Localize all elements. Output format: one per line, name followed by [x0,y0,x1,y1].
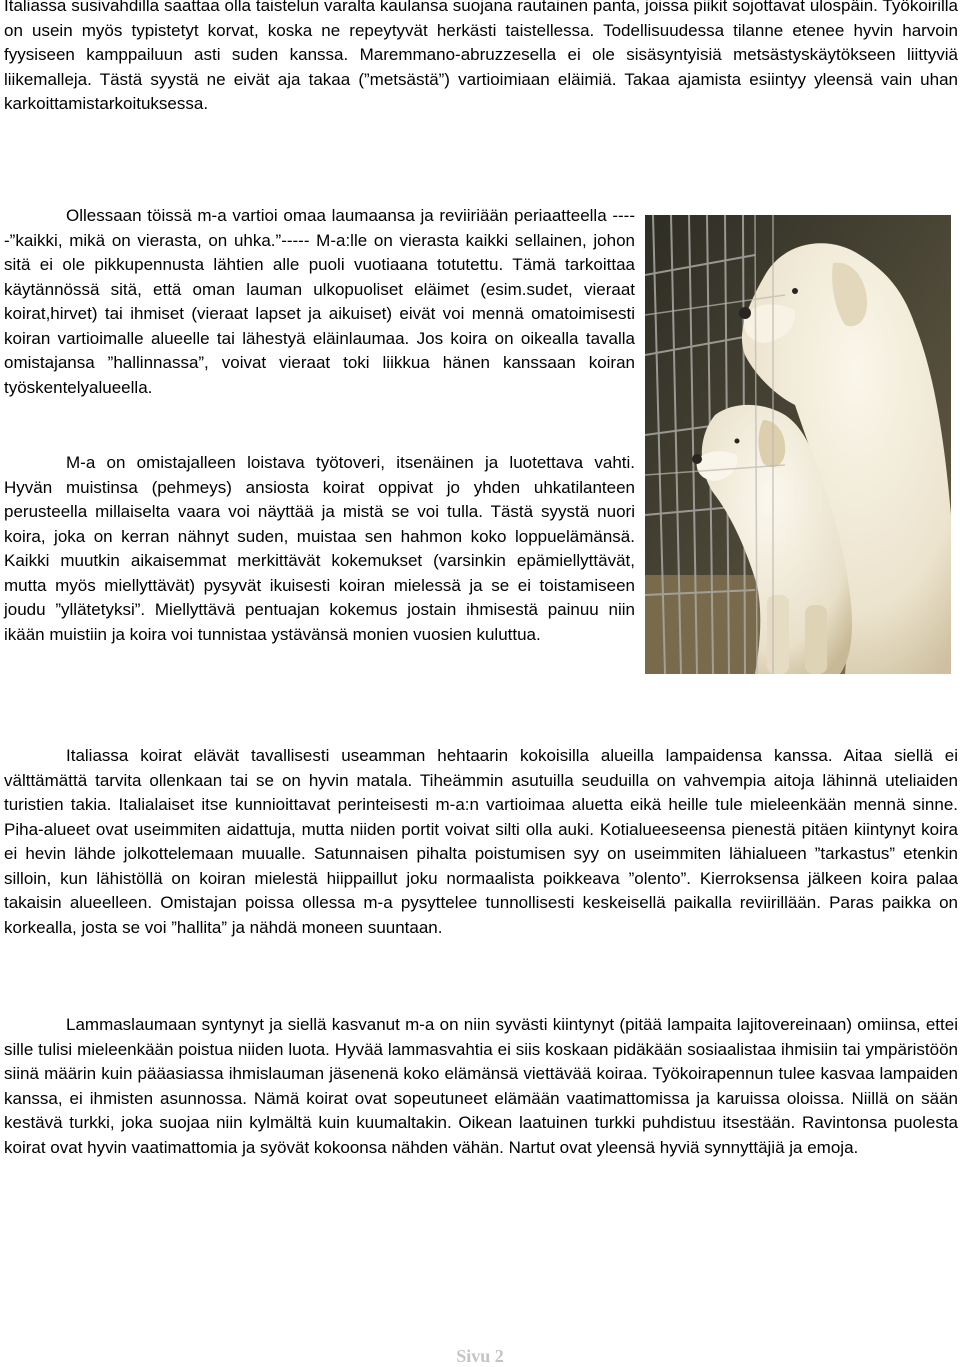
paragraph-4: Italiassa koirat elävät tavallisesti useamman hehtaarin kokoisilla alueilla lampaidensa kanssa. Aitaa siellä ei välttämättä tarvita ollenkaan tai se on hyvin matala. Tiheämmin asutuilla seuduilla on vahvempia aitoja lähinnä uteliaiden turistien takia. Italialaiset itse kunnioittavat perinteisesti m-a:n vartioimaa aluetta eikä heille tule mieleenkään mennä sinne. Piha-alueet ovat useimmiten aidattuja, mutta niiden portit voivat silti olla auki. Kotialueeseensa pienestä pitäen kiintynyt koira ei hevin lähde jolkottelemaan muualle. Satunnaisen pihalta poistumisen syy on useimmiten lähialueen ”tarkastus” etenkin silloin, kun lähistöllä on koiran mielestä hiippaillut joku normaalista poikkeava ”olento”. Kierroksensa jälkeen koira palaa takaisin alueelleen. Omistajan poissa ollessa m-a pysyttelee tunnollisesti keskeisellä paikalla reviirillään. Paras paikka on korkealla, josta se voi ”hallita” ja nähdä moneen suuntaan. [4,746,958,937]
paragraph-5: Lammaslaumaan syntynyt ja siellä kasvanut m-a on niin syvästi kiintynyt (pitää lampaita lajitovereinaan) omiinsa, ettei sille tulisi mieleenkään poistua niiden luota. Hyvää lammasvahtia ei siis koskaan pidäkään sosiaalistaa ihmisiin tai ympäristöön siinä määrin kuin pääasiassa ihmislauman jäsenenä koko elämänsä viettävää koiraa. Työkoirapennun tulee kasvaa lampaiden kanssa, ei ihmisten asunnossa. Nämä koirat ovat sopeutuneet elämään vaatimattomissa ja karuissa oloissa. Niillä on sään kestävä turkki, joka suojaa niin kylmältä kuin kuumaltakin. Oikean laatuinen turkki puhdistuu itsestään. Ravintonsa puolesta koirat ovat hyvin vaatimattomia ja syövät kokoonsa nähden vähän. Nartut ovat yleensä hyviä synnyttäjiä ja emoja. [4,1015,958,1157]
adult-dog-eye [792,288,798,294]
paragraph-2: Ollessaan töissä m-a vartioi omaa laumaansa ja reviiriään periaatteella -----”kaikki, mikä on vierasta, on uhka.”----- M-a:lle on vierasta kaikki sellainen, johon sitä ei ole pikkupennusta lähtien alle puoli vuotiaana totutettu. Tämä tarkoittaa käytännössä sitä, että oman lauman ulkopuoliset eläimet (esim.sudet, vieraat koirat,hirvet) tai ihmiset (vieraat lapset ja aikuiset) eivät voi mennä omatoimisesti koiran vartioimalle alueelle tai lähestyä eläinlaumaa. Jos koira on oikealla tavalla omistajansa ”hallinnassa”, voivat vieraat toki liikkua hänen kanssaan koiran työskentelyalueella. [4,206,635,397]
paragraph-1: Italiassa susivahdilla saattaa olla taistelun varalta kaulansa suojana rautainen panta, joissa piikit sojottavat ulospäin. Työkoirilla on usein myös typistetyt korvat, koska ne repeytyvät herkästi taistellessa. Todellisuudessa tilanne etenee hyvin harvoin fyysiseen kamppailuun asti suden kanssa. Maremmano-abruzzesella ei ole sisäsyntyisiä metsästyskäytökseen liittyviä liikemalleja. Tästä syystä ne eivät aja takaa (”metsästä”) vartioimiaan eläimiä. Takaa ajamista esiintyy yleensä vain uhan karkoittamistarkoituksessa. [4,0,958,113]
puppy-dog-nose [692,454,702,464]
puppy-dog-leg-2 [805,605,827,674]
page-number-footer: Sivu 2 [456,1346,504,1366]
puppy-dog-leg [767,595,789,674]
dogs-photo [645,215,951,674]
puppy-dog-eye [735,439,740,444]
adult-dog-nose [739,307,751,319]
paragraph-3: M-a on omistajalleen loistava työtoveri, itsenäinen ja luotettava vahti. Hyvän muistinsa (pehmeys) ansiosta koirat oppivat jo yhden uhkatilanteen perusteella millaiselta vaara voi näyttää ja mistä se voi tulla. Tästä syystä nuori koira, joka on kerran nähnyt suden, muistaa sen hahmon koko loppuelämänsä. Kaikki muutkin aikaisemmat merkittävät kokemukset (varsinkin epämiellyttävät, mutta myös miellyttävät) pysyvät ikuisesti koiran mielessä ja se ei toistamiseen joudu ”yllätetyksi”. Miellyttävä pentuajan kokemus jostain ihmisestä painuu niin ikään muistiin ja koira voi tunnistaa ystävänsä monien vuosien kuluttua. [4,453,635,644]
